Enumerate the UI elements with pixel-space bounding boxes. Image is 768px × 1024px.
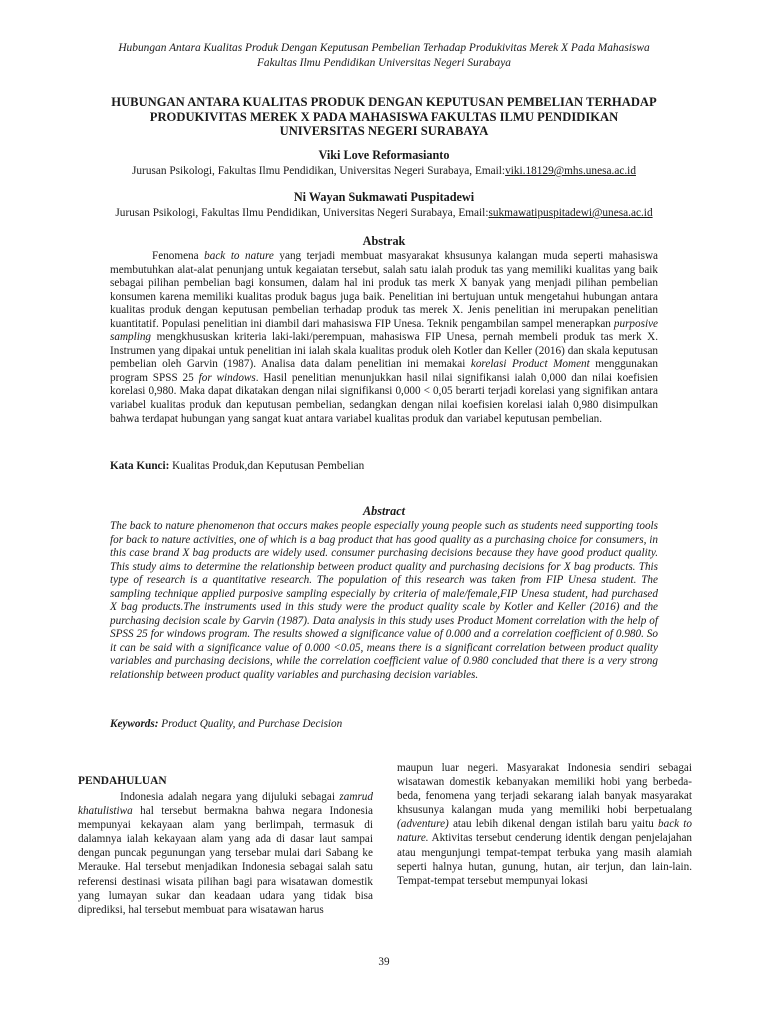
intro-left-italic: zamrud khatulistiwa: [78, 791, 373, 818]
abstrak-italic-4: for windows: [198, 371, 256, 384]
abstrak-italic-2: purposive sampling: [110, 317, 658, 344]
abstrak-italic-1: back to nature: [204, 250, 274, 262]
keywords-text: Product Quality, and Purchase Decision: [158, 718, 343, 730]
affiliation-text-2: Jurusan Psikologi, Fakultas Ilmu Pendidikan, Universitas Negeri Surabaya, Email:: [115, 207, 489, 219]
paper-title: [60, 95, 708, 139]
abstrak-text-3: mengkhususkan kriteria laki-laki/perempuan, mahasiswa FIP Unesa, pernah membeli produk tas merk X. Instrumen yang dipakai untuk penelitian ini ialah skala kualitas produk oleh Kotler dan Keller (2016) dan skala keputusan pembelian oleh Garvin (1987). Analisa data dalam penelitian ini memakai: [110, 331, 658, 371]
running-head-line-2: Fakultas Ilmu Pendidikan Universitas Negeri Surabaya: [256, 56, 512, 69]
keywords: [110, 718, 658, 732]
title-line-3: UNIVERSITAS NEGERI SURABAYA: [279, 124, 489, 139]
intro-paragraph-right: [397, 761, 692, 888]
running-head-line-1: Hubungan Antara Kualitas Produk Dengan Keputusan Pembelian Terhadap Produkivitas Merek X Pada Mahasiswa: [118, 42, 650, 54]
intro-left-column: [78, 790, 373, 917]
author-email-link-1[interactable]: viki.18129@mhs.unesa.ac.id: [505, 165, 636, 177]
intro-left-text-a: Indonesia adalah negara yang dijuluki sebagai: [120, 791, 340, 803]
intro-right-text-c: Aktivitas tersebut cenderung identik dengan penjelajahan atau mengunjungi tempat-tempat terbuka yang masih alamiah seperti halnya hutan, gunung, hutan, air terjun, dan lain-lain. Tempat-tempat tersebut mempunyai lokasi: [397, 832, 692, 887]
abstract-body: [110, 520, 658, 683]
abstrak-text-1: Fenomena: [152, 250, 205, 262]
intro-right-italic-2: back to nature.: [397, 818, 692, 845]
abstrak-paragraph: [110, 250, 658, 426]
intro-left-text-b: hal tersebut bermakna bahwa negara Indonesia mempunyai kekayaan alam yang berlimpah, termasuk di dalamnya ialah kekayaan alam yang ada di dasar laut sampai dengan puncak pegunungan yang tersebar mulai dari Sabang ke Merauke. Hal tersebut menjadikan Indonesia sebagai salah satu referensi destinasi wisata pilihan bagi para wisatawan domestik yang lumayan sukar dan keadaan udara yang tidak bisa diprediksi, hal tersebut membuat para wisatawan harus: [78, 805, 373, 916]
abstrak-text-4: menggunakan program SPSS 25: [110, 358, 658, 384]
intro-right-column: [397, 761, 692, 888]
intro-right-text-a: maupun luar negeri. Masyarakat Indonesia sendiri sebagai wisatawan domestik kebanyakan memiliki hobi yang berbeda-beda, fenomena yang terjadi sekarang ialah banyak masyarakat khsusunya kalangan muda yang memiliki hobi berpetualang: [397, 762, 692, 817]
author-name-2: Ni Wayan Sukmawati Puspitadewi: [293, 190, 475, 204]
intro-paragraph-left: [78, 790, 373, 917]
abstrak-text-5: . Hasil penelitian menunjukkan hasil nilai signifikansi ialah 0,000 dan nilai koefisien korelasi 0,980. Maka dapat dikatakan dengan nilai signifikansi 0,000 < 0,05 berarti terjadi korelasi yang signifikan antara variabel kualitas produk dan keputusan pembelian, sedangkan dengan nilai koefisien korelasi ialah 0,980 disimpulkan bahwa terdapat hubungan yang sangat kuat antara variabel kualitas produk dan variabel keputusan pembelian.: [110, 371, 658, 425]
affiliation-text-1: Jurusan Psikologi, Fakultas Ilmu Pendidikan, Universitas Negeri Surabaya, Email:: [132, 165, 506, 177]
abstrak-text-2: yang terjadi membuat masyarakat khsusunya kalangan muda seperti mahasiswa membutuhkan alat-alat penunjang untuk kegaiatan tersebut, salah satu ialah produk tas yang memiliki kualitas yang baik sebagai pilihan pembelian bagi konsumen, dalam hal ini produk tas merk X banyak yang menjadi pilihan pembelian konsumen karena memiliki kualitas produk bagus juga baik. Penelitian ini bertujuan untuk mengetahui hubungan antara kualitas produk dengan keputusan pembelian terhadap produk tas merek X. Jenis penelitian ini merupakan penelitian kuantitatif. Populasi penelitian ini diambil dari mahasiswa FIP Unesa. Teknik pengambilan sampel menerapkan: [110, 250, 658, 330]
title-line-2: PRODUKIVITAS MEREK X PADA MAHASISWA FAKULTAS ILMU PENDIDIKAN: [149, 109, 619, 124]
author-affiliation-2: [40, 206, 728, 220]
running-head: [60, 41, 708, 70]
kata-kunci-label: Kata Kunci:: [110, 460, 170, 472]
kata-kunci-text: Kualitas Produk,dan Keputusan Pembelian: [169, 460, 365, 472]
abstract-paragraph: The back to nature phenomenon that occurs makes people especially young people such as students need supporting tools for back to nature activities, one of which is a bag product that has good quality as a purchasing choice for consumers, in this case brand X bag products are widely used. consumer purchasing decisions because they have good product quality. This study aims to determine the relationship between product quality and purchasing decisions for X bag products. This type of research is a quantitative research. The population of this research was taken from FIP Unesa student. The sampling technique applied purposive sampling especially by criteria of male/female,FIP Unesa student, had purchased X bag products.The instruments used in this study were the product quality scale by Kotler and Keller (2016) and the purchasing decision scale by Garvin (1987). Data analysis in this study uses Product Moment correlation with the help of SPSS 25 for windows program. The results showed a significance value of 0.000 and a correlation coefficient of 0.980. So it can be said with a significance value of 0.000 <0.05, means there is a significant correlation between product quality variables and purchasing decisions, while the correlation coefficient value of 0.980 concluded that there is a very strong relationship between product quality variables and purchasing decision variables.: [110, 520, 658, 682]
title-line-1: HUBUNGAN ANTARA KUALITAS PRODUK DENGAN KEPUTUSAN PEMBELIAN TERHADAP: [111, 95, 657, 109]
abstrak-body: [110, 250, 658, 426]
section-heading-pendahuluan: PENDAHULUAN: [78, 775, 167, 787]
abstract-heading: Abstract: [363, 504, 405, 518]
keywords-label: Keywords:: [110, 718, 159, 730]
page-number: 39: [378, 956, 390, 968]
abstrak-heading: Abstrak: [362, 234, 406, 248]
author-name-1: Viki Love Reformasianto: [318, 148, 450, 162]
kata-kunci: [110, 460, 658, 474]
intro-right-italic-1: (adventure): [397, 818, 449, 831]
author-email-link-2[interactable]: sukmawatipuspitadewi@unesa.ac.id: [488, 207, 653, 219]
intro-right-text-b: atau lebih dikenal dengan istilah baru yaitu: [448, 818, 658, 831]
abstrak-italic-3: korelasi Product Moment: [470, 358, 590, 371]
author-affiliation-1: [40, 164, 728, 178]
